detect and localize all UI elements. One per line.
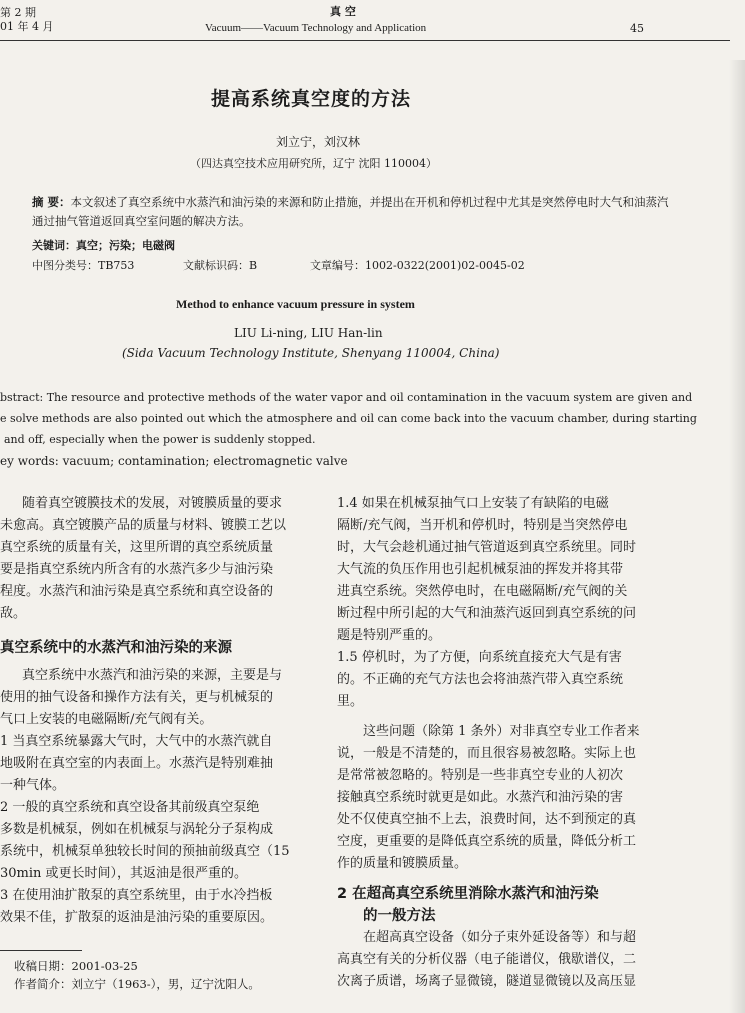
intro-line: 随着真空镀膜技术的发展，对镀膜质量的要求 bbox=[22, 496, 283, 511]
english-abstract-line-3: and off, especially when the power is suddenly stopped. bbox=[4, 433, 316, 446]
abstract-label: 摘 要： bbox=[32, 195, 71, 209]
paragraph-line: 使用的抽气设备和操作方法有关，更与机械泵的 bbox=[0, 690, 274, 705]
item-1-4-line: 断过程中所引起的大气和油蒸汽返回到真空系统的问 bbox=[337, 606, 637, 621]
item-3-line: 3 在使用油扩散泵的真空系统里，由于水冷挡板 bbox=[0, 888, 273, 903]
left-column bbox=[0, 493, 310, 929]
paragraph-line: 处不仅使真空抽不上去，浪费时间，达不到预定的真 bbox=[337, 812, 637, 827]
page-edge-shadow bbox=[729, 60, 745, 1013]
journal-name-cn: 真 空 bbox=[330, 5, 356, 18]
english-abstract-line-1: bstract: The resource and protective methods of the water vapor and oil contamination in the vacuum system are given and bbox=[0, 391, 693, 404]
paragraph-line: 高真空有关的分析仪器（电子能谱仪，俄歇谱仪，二 bbox=[337, 952, 637, 967]
item-3-line: 效果不佳，扩散泵的返油是油污染的重要原因。 bbox=[0, 910, 274, 925]
authors: 刘立宁，刘汉林 bbox=[276, 135, 361, 149]
section-2-heading: 2 在超高真空系统里消除水蒸汽和油污染 bbox=[337, 886, 599, 902]
journal-name-en: Vacuum——Vacuum Technology and Application bbox=[205, 22, 427, 34]
english-affiliation: (Sida Vacuum Technology Institute, Shenyang 110004, China) bbox=[122, 346, 500, 360]
received-date: 收稿日期：2001-03-25 bbox=[14, 959, 138, 973]
header-rule bbox=[0, 40, 730, 41]
item-2-line: 系统中，机械泵单独较长时间的预抽前级真空（15 bbox=[0, 844, 290, 859]
english-keywords: ey words: vacuum; contamination; electromagnetic valve bbox=[0, 454, 348, 468]
affiliation: （四达真空技术应用研究所，辽宁 沈阳 110004） bbox=[190, 157, 437, 170]
issue-date: 01 年 4 月 bbox=[0, 20, 54, 33]
item-1-4-line: 隔断/充气阀，当开机和停机时，特别是当突然停电 bbox=[337, 518, 628, 533]
intro-line: 敌。 bbox=[0, 606, 27, 621]
item-2-line: 多数是机械泵，例如在机械泵与涡轮分子泵构成 bbox=[0, 822, 274, 837]
paragraph-line: 说，一般是不清楚的，而且很容易被忽略。实际上也 bbox=[337, 746, 637, 761]
paragraph-line: 气口上安装的电磁隔断/充气阀有关。 bbox=[0, 712, 213, 727]
abstract-text: 本文叙述了真空系统中水蒸汽和油污染的来源和防止措施，并提出在开机和停机过程中尤其是突然停电时大气和油蒸汽通过抽气管道返回真空室问题的解决方法。 bbox=[32, 195, 669, 228]
item-2-line: 2 一般的真空系统和真空设备其前级真空泵绝 bbox=[0, 800, 260, 815]
classification-number: 中图分类号：TB753 bbox=[32, 259, 135, 272]
paragraph-line: 接触真空系统时就更是如此。水蒸汽和油污染的害 bbox=[337, 790, 624, 805]
paragraph-line: 作的质量和镀膜质量。 bbox=[337, 856, 468, 871]
document-code: 文献标识码：B bbox=[183, 259, 258, 272]
author-bio: 作者简介：刘立宁（1963-），男，辽宁沈阳人。 bbox=[14, 977, 260, 991]
item-1-5-line: 的。不正确的充气方法也会将油蒸汽带入真空系统 bbox=[337, 672, 624, 687]
item-1-line: 地吸附在真空室的内表面上。水蒸汽是特别难抽 bbox=[0, 756, 274, 771]
paragraph-line: 真空系统中水蒸汽和油污染的来源，主要是与 bbox=[22, 668, 283, 683]
keywords-cn: 关键词：真空；污染；电磁阀 bbox=[32, 239, 175, 252]
paragraph-line: 这些问题（除第 1 条外）对非真空专业工作者来 bbox=[363, 724, 640, 739]
intro-line: 未愈高。真空镀膜产品的质量与材料、镀膜工艺以 bbox=[0, 518, 287, 533]
item-1-5-line: 里。 bbox=[337, 694, 364, 709]
item-1-4-line: 题是特别严重的。 bbox=[337, 628, 442, 643]
item-1-4-line: 时，大气会趁机通过抽气管道返到真空系统里。同时 bbox=[337, 540, 637, 555]
article-id: 文章编号：1002-0322(2001)02-0045-02 bbox=[310, 259, 525, 272]
paragraph-line: 在超高真空设备（如分子束外延设备等）和与超 bbox=[363, 930, 637, 945]
item-1-4-line: 进真空系统。突然停电时，在电磁隔断/充气阀的关 bbox=[337, 584, 628, 599]
page-number: 45 bbox=[630, 22, 644, 35]
english-authors: LIU Li-ning, LIU Han-lin bbox=[234, 326, 383, 340]
item-1-5-line: 1.5 停机时，为了方便，向系统直接充大气是有害 bbox=[337, 650, 622, 665]
item-1-4-line: 大气流的负压作用也引起机械泵油的挥发并将其带 bbox=[337, 562, 624, 577]
item-1-4-line: 1.4 如果在机械泵抽气口上安装了有缺陷的电磁 bbox=[337, 496, 609, 511]
english-title: Method to enhance vacuum pressure in system bbox=[176, 297, 415, 311]
paragraph-line: 次离子质谱，场离子显微镜，隧道显微镜以及高压显 bbox=[337, 974, 637, 989]
paragraph-line: 是常常被忽略的。特别是一些非真空专业的人初次 bbox=[337, 768, 624, 783]
item-2-line: 30min 或更长时间），其返油是很严重的。 bbox=[0, 866, 248, 881]
intro-line: 程度。水蒸汽和油污染是真空系统和真空设备的 bbox=[0, 584, 274, 599]
section-2-heading-cont: 的一般方法 bbox=[363, 908, 436, 924]
right-column bbox=[337, 493, 667, 993]
intro-line: 要是指真空系统内所含有的水蒸汽多少与油污染 bbox=[0, 562, 274, 577]
abstract-cn bbox=[32, 193, 672, 231]
english-abstract-line-2: e solve methods are also pointed out which the atmosphere and oil can come back into the vacuum chamber, during starting bbox=[0, 412, 697, 425]
intro-line: 真空系统的质量有关，这里所谓的真空系统质量 bbox=[0, 540, 274, 555]
footnote-rule bbox=[0, 950, 82, 951]
paper-title: 提高系统真空度的方法 bbox=[211, 88, 412, 110]
item-1-line: 1 当真空系统暴露大气时，大气中的水蒸汽就自 bbox=[0, 734, 273, 749]
issue-number: 第 2 期 bbox=[0, 6, 36, 19]
paragraph-line: 空度，更重要的是降低真空系统的质量，降低分析工 bbox=[337, 834, 637, 849]
item-1-line: 一种气体。 bbox=[0, 778, 66, 793]
section-1-heading: 真空系统中的水蒸汽和油污染的来源 bbox=[0, 640, 232, 656]
